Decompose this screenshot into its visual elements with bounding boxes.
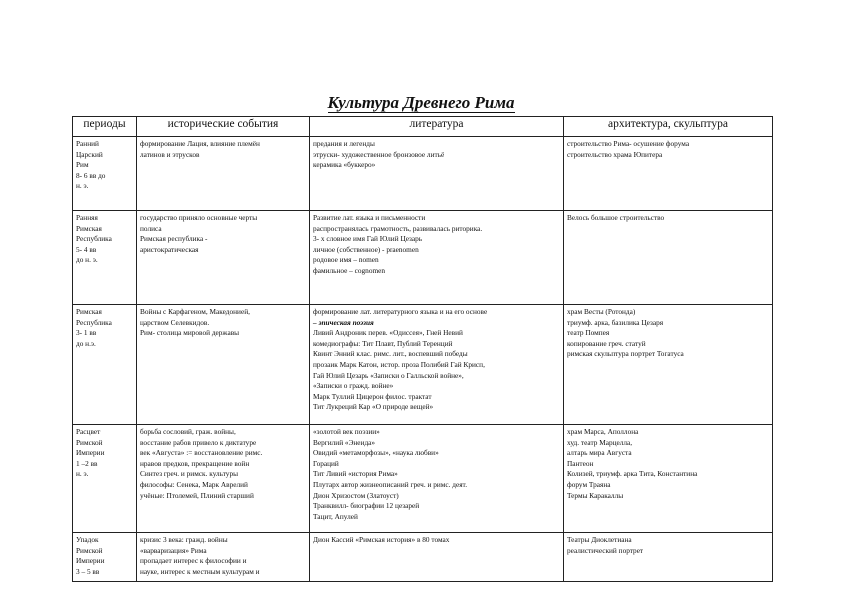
title-text: Культура Древнего Рима [327, 93, 515, 112]
events-line: философы: Сенека, Марк Аврелий [140, 479, 248, 489]
events-cell [137, 425, 310, 533]
literature-line: предания и легенды [313, 139, 375, 148]
events-line: борьба сословий, граж. войны, [140, 427, 236, 436]
literature-line: Тит Ливий «история Рима» [313, 469, 398, 479]
period-line: 5- 4 вв [76, 244, 97, 254]
period-line: Римской [76, 545, 103, 555]
literature-line: – эпическая поэзия [313, 317, 374, 327]
events-line: нравов предков, прекращение войн [140, 458, 250, 468]
header-periods: периоды [73, 117, 137, 137]
events-line: пропадает интерес к философии и [140, 556, 247, 566]
events-cell [137, 533, 310, 582]
events-line: Войны с Карфагеном, Македонией, [140, 307, 250, 316]
period-line: Империи [76, 448, 105, 458]
literature-cell [310, 137, 564, 211]
architecture-line: строительство храма Юпитера [567, 149, 663, 159]
table-row [73, 211, 773, 305]
period-line: Республика [76, 317, 112, 327]
period-line: Ранний [76, 139, 99, 148]
table-row [73, 425, 773, 533]
period-line: 3- 1 вв [76, 328, 97, 338]
literature-line: Транквилл- биографии 12 цезарей [313, 501, 420, 511]
period-line: Римская [76, 223, 102, 233]
architecture-line: Велось большое строительство [567, 213, 665, 222]
literature-line: Плутарх автор жизнеописаний греч. и римс. деят. [313, 479, 468, 489]
period-line: 3 – 5 вв [76, 566, 100, 576]
period-line: до н.э. [76, 338, 96, 348]
events-cell [137, 137, 310, 211]
literature-line: «золотой век поэзии» [313, 427, 380, 436]
architecture-line: худ. театр Марцелла, [567, 437, 633, 447]
literature-line: Дион Кассий «Римская история» в 80 томах [313, 535, 450, 544]
literature-line: родовое имя – nomen [313, 255, 379, 265]
literature-line: Тацит, Апулей [313, 511, 358, 521]
architecture-cell [564, 533, 773, 582]
architecture-line: строительство Рима- осушение форума [567, 139, 690, 148]
events-line: «варваризация» Рима [140, 545, 207, 555]
culture-table [72, 116, 773, 582]
period-cell [73, 305, 137, 425]
events-line: формирование Лация, влияние племён [140, 139, 260, 148]
architecture-cell [564, 137, 773, 211]
architecture-cell [564, 211, 773, 305]
architecture-line: алтарь мира Августа [567, 448, 632, 458]
literature-line: Марк Туллий Цицерон филос. трактат [313, 391, 432, 401]
architecture-line: Театры Диоклетиана [567, 535, 632, 544]
period-line: Ранняя [76, 213, 98, 222]
architecture-line: Колизей, триумф. арка Тита, Константина [567, 469, 698, 479]
header-row [73, 117, 773, 137]
period-line: Римской [76, 437, 103, 447]
literature-line: Гораций [313, 458, 339, 468]
period-line: 8- 6 вв до [76, 170, 106, 180]
literature-line: формирование лат. литературного языка и на его основе [313, 307, 488, 316]
literature-line: Гай Юлий Цезарь «Записки о Галльской войне», [313, 370, 464, 380]
events-line: учёные: Птолемей, Плиний старший [140, 490, 254, 500]
architecture-line: реалистический портрет [567, 545, 644, 555]
events-cell [137, 305, 310, 425]
period-cell [73, 533, 137, 582]
events-cell [137, 211, 310, 305]
literature-line: Ливий Андроник перев. «Одиссея», Гней Невий [313, 328, 463, 338]
period-line: Республика [76, 234, 112, 244]
literature-line: распространялась грамотность, развивалась риторика. [313, 223, 483, 233]
architecture-line: римская скульптура портрет Тогатуса [567, 349, 684, 359]
events-line: царством Селевкидов. [140, 317, 210, 327]
events-line: полиса [140, 223, 162, 233]
architecture-line: храм Весты (Ротонда) [567, 307, 636, 316]
header-events: исторические события [137, 117, 310, 137]
literature-line: личное (собственное) - praenomen [313, 244, 419, 254]
architecture-line: храм Марса, Аполлона [567, 427, 639, 436]
literature-line: Развитие лат. языка и письменности [313, 213, 426, 222]
period-cell [73, 425, 137, 533]
events-line: науке, интерес к местным культурам и [140, 566, 260, 576]
literature-line: этруски- художественное бронзовое литьё [313, 149, 445, 159]
events-line: латинов и этрусков [140, 149, 200, 159]
period-line: до н. э. [76, 255, 98, 265]
period-line: Царский [76, 149, 103, 159]
period-line: Упадок [76, 535, 99, 544]
events-line: аристократическая [140, 244, 199, 254]
literature-line: Тит Лукреций Кар «О природе вещей» [313, 402, 434, 412]
events-line: кризис 3 века: гражд. войны [140, 535, 228, 544]
literature-cell [310, 305, 564, 425]
header-architecture: архитектура, скульптура [564, 117, 773, 137]
literature-line: 3- х словное имя Гай Юлий Цезарь [313, 234, 423, 244]
literature-line: комедиографы: Тит Плавт, Публий Теренций [313, 338, 453, 348]
literature-line: Овидий «метаморфозы», «наука любви» [313, 448, 439, 458]
architecture-line: форум Траяна [567, 479, 611, 489]
header-literature: литература [310, 117, 564, 137]
architecture-line: копирование греч. статуй [567, 338, 646, 348]
period-line: Римская [76, 307, 102, 316]
literature-cell [310, 425, 564, 533]
period-line: 1 –2 вв [76, 458, 98, 468]
literature-line: Вергилий «Энеида» [313, 437, 376, 447]
architecture-line: Пантеон [567, 458, 594, 468]
events-line: век «Августа» := восстановление римс. [140, 448, 263, 458]
events-line: Рим- столица мировой державы [140, 328, 240, 338]
page-title [0, 93, 842, 113]
literature-line: Дион Хризостом (Златоуст) [313, 490, 399, 500]
architecture-cell [564, 425, 773, 533]
period-line: Расцвет [76, 427, 101, 436]
period-line: Империи [76, 556, 105, 566]
architecture-cell [564, 305, 773, 425]
architecture-line: триумф. арка, базилика Цезаря [567, 317, 664, 327]
events-line: Синтез греч. и римск. культуры [140, 469, 239, 479]
literature-line: керамика «буккеро» [313, 160, 376, 170]
literature-line: фамильное – cognomen [313, 265, 386, 275]
period-line: н. э. [76, 469, 89, 479]
events-line: государство приняло основные черты [140, 213, 258, 222]
literature-line: прозаик Марк Катон, истор. проза Полибий Гай Крисп, [313, 359, 485, 369]
period-cell [73, 137, 137, 211]
literature-cell [310, 533, 564, 582]
period-cell [73, 211, 137, 305]
literature-line: «Записки о гражд. войне» [313, 381, 394, 391]
period-line: н. э. [76, 181, 89, 191]
events-line: Римская республика - [140, 234, 208, 244]
table-row [73, 533, 773, 582]
events-line: восстание рабов привело к диктатуре [140, 437, 257, 447]
period-line: Рим [76, 160, 89, 170]
table-row [73, 137, 773, 211]
architecture-line: Термы Каракаллы [567, 490, 624, 500]
architecture-line: театр Помпея [567, 328, 610, 338]
literature-line: Квинт Энний клас. римс. лит., воспевший победы [313, 349, 468, 359]
literature-cell [310, 211, 564, 305]
table-row [73, 305, 773, 425]
